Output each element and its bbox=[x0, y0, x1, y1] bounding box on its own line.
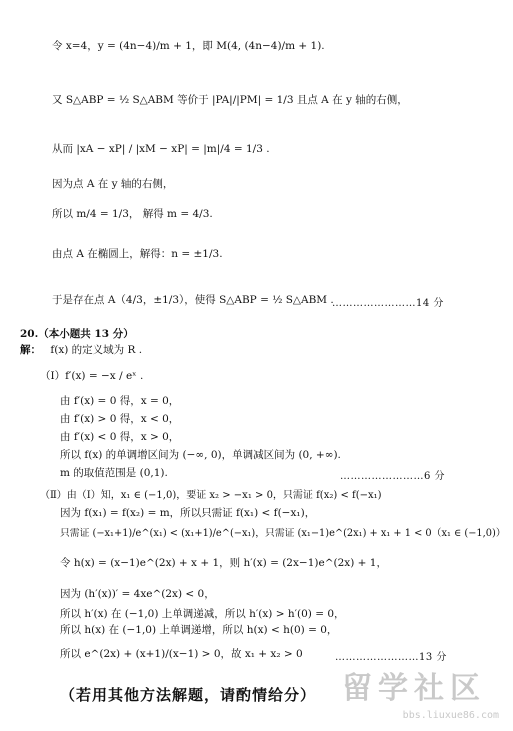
watermark-url: bbs.liuxue86.com bbox=[402, 710, 499, 721]
part-2-line-g bbox=[60, 624, 337, 636]
eq-text: 由点 A 在椭圆上，解得：n = ±1/3. bbox=[52, 248, 223, 260]
eq-text: 只需证 (−x₁+1)/e^(x₁) < (x₁+1)/e^(−x₁)，只需证 (x₁−1)e^(2x₁) + x₁ + 1 < 0（x₁ ∈ (−1,0)） bbox=[60, 528, 506, 539]
part-1-derivative bbox=[40, 370, 143, 382]
eq-text: （Ⅱ）由（Ⅰ）知，x₁ ∈ (−1,0)，要证 x₂ > −x₁ > 0，只需证 f(x₂) < f(−x₁) bbox=[40, 490, 382, 501]
eq-text: 从而 |xA − xP| / |xM − xP| = |m|/4 = 1/3 . bbox=[52, 143, 270, 155]
part-2-line-c bbox=[60, 528, 506, 539]
score-6: ……………………6 分 bbox=[340, 471, 446, 482]
eq-text: 所以 m/4 = 1/3， 解得 m = 4/3. bbox=[52, 208, 213, 220]
part-2-line-d bbox=[60, 557, 387, 569]
eq-text: 令 x=4，y = (4n−4)/m + 1，即 M(4, (4n−4)/m + 1). bbox=[52, 40, 325, 52]
part-1-line-e bbox=[60, 467, 168, 479]
eq-text: 令 h(x) = (x−1)e^(2x) + x + 1，则 h′(x) = (2x−1)e^(2x) + 1， bbox=[60, 557, 387, 569]
part-2-line-b bbox=[60, 507, 315, 519]
part-1-line-a bbox=[60, 395, 179, 407]
eq-text: 因为 f(x₁) = f(x₂) = m，所以只需证 f(x₁) < f(−x₁)， bbox=[60, 507, 316, 519]
question-20-title bbox=[20, 328, 134, 340]
eq-text: 于是存在点 A（4/3，±1/3），使得 S△ABP = ½ S△ABM . bbox=[52, 294, 334, 306]
part-1-line-c bbox=[60, 431, 179, 443]
eq-text: 因为 (h′(x))′ = 4xe^(2x) < 0， bbox=[60, 588, 215, 600]
eq-text: 又 S△ABP = ½ S△ABM 等价于 |PA|/|PM| = 1/3 且点 A 在 y 轴的右侧， bbox=[52, 94, 408, 106]
eq-line-4 bbox=[52, 178, 173, 190]
score-14: ……………………14 分 bbox=[332, 298, 444, 309]
eq-line-7 bbox=[52, 294, 334, 306]
part-2-line-a bbox=[40, 490, 382, 502]
eq-text: 所以 f(x) 的单调增区间为 (−∞, 0)，单调减区间为 (0, +∞). bbox=[60, 449, 341, 461]
eq-text: 所以 h′(x) 在 (−1,0) 上单调递减，所以 h′(x) > h′(0) = 0， bbox=[60, 608, 345, 620]
watermark bbox=[342, 663, 507, 725]
eq-line-6 bbox=[52, 248, 223, 260]
eq-text: 由 f′(x) > 0 得，x < 0， bbox=[60, 413, 180, 425]
domain-text: f(x) 的定义域为 R . bbox=[50, 344, 143, 356]
eq-text: 由 f′(x) < 0 得，x > 0， bbox=[60, 431, 180, 443]
part-1-line-b bbox=[60, 413, 179, 425]
eq-line-3 bbox=[52, 143, 270, 155]
eq-line-5 bbox=[52, 208, 213, 220]
solution-domain bbox=[20, 344, 142, 356]
closing-note: （若用其他方法解题，请酌情给分） bbox=[60, 686, 317, 704]
part-1-line-d bbox=[60, 449, 341, 461]
eq-text: 因为点 A 在 y 轴的右侧， bbox=[52, 178, 174, 190]
eq-line-2 bbox=[52, 94, 408, 106]
part-2-line-f bbox=[60, 608, 345, 620]
eq-text: 所以 h(x) 在 (−1,0) 上单调递增，所以 h(x) < h(0) = 0， bbox=[60, 624, 338, 636]
solution-label: 解： bbox=[20, 344, 41, 356]
eq-line-1 bbox=[52, 40, 325, 52]
eq-text: m 的取值范围是 (0,1). bbox=[60, 467, 168, 479]
question-title-text: 20.（本小题共 13 分） bbox=[20, 328, 134, 340]
watermark-text: 留学社区 bbox=[342, 671, 486, 706]
eq-text: （Ⅰ）f′(x) = −x / eˣ . bbox=[40, 370, 144, 382]
part-2-line-e bbox=[60, 588, 215, 600]
eq-text: 由 f′(x) = 0 得，x = 0， bbox=[60, 395, 180, 407]
eq-text: 所以 e^(2x) + (x+1)/(x−1) > 0，故 x₁ + x₂ > 0 bbox=[60, 648, 303, 660]
part-2-line-h bbox=[60, 648, 303, 660]
score-13: ……………………13 分 bbox=[335, 652, 447, 663]
